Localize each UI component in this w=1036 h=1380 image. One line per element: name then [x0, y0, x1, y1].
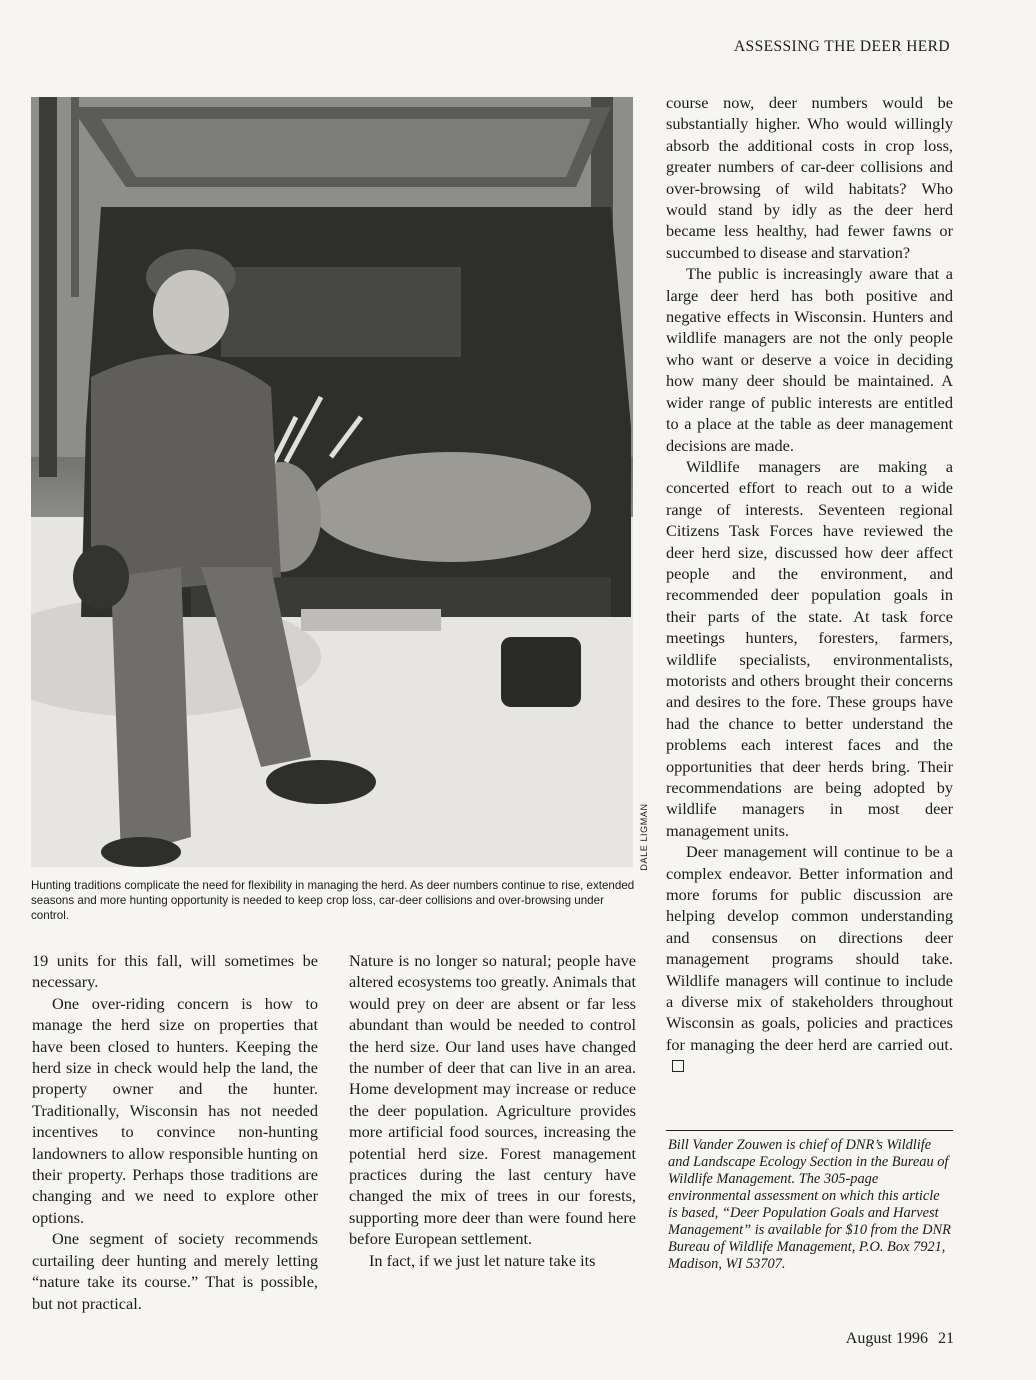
photo-caption: Hunting traditions complicate the need for flexibility in managing the herd. As deer numbers continue to rise, extended seasons and more hunting opportunity is needed to keep crop loss, car-deer collisions and over-browsing under control. — [31, 879, 635, 923]
paragraph: Wildlife managers are making a concerted effort to reach out to a wide range of interests. Seventeen regional Citizens Task Forces have reviewed the deer herd size, discussed how deer affect people and the environment, and recommended deer population goals in their parts of the state. At task force meetings hunters, foresters, farmers, wildlife specialists, environmentalists, motorists and others brought their concerns and desires to the fore. These groups have had the chance to better understand the problems each interest faces and the opportunities that deer herds bring. Their recommendations are being adopted by wildlife managers in most deer management units. — [666, 456, 953, 840]
paragraph: One segment of society recommends curtailing deer hunting and merely letting “nature take its course.” That is possible, but not practical. — [32, 1229, 318, 1313]
final-paragraph-text: Deer management will continue to be a complex endeavor. Better information and more forums for public discussion are helping develop common understanding and consensus on directions deer management programs should take. Wildlife managers will continue to include a diverse mix of stakeholders throughout Wisconsin as goals, policies and practices for managing the deer herd are carried out. — [666, 842, 953, 1054]
page-number: 21 — [938, 1330, 954, 1347]
article-photo — [31, 97, 633, 867]
text-column-2 — [349, 950, 636, 1271]
paragraph: The public is increasingly aware that a large deer herd has both positive and negative effects in Wisconsin. Hunters and wildlife managers are not the only people who want or deserve a voice in deciding how many deer should be maintained. A wider range of public interests are entitled to a place at the table as deer management decisions are made. — [666, 264, 953, 455]
paragraph: 19 units for this fall, will sometimes be necessary. — [32, 951, 318, 992]
running-title: ASSESSING THE DEER HERD — [733, 38, 950, 55]
photo-illustration — [31, 97, 633, 867]
paragraph: In fact, if we just let nature take its — [369, 1250, 596, 1270]
paragraph: course now, deer numbers would be substantially higher. Who would willingly absorb the additional costs in crop loss, greater numbers of car-deer collisions and over-browsing of wild habitats? Who would stand by idly as the deer herd became less healthy, had fewer fawns or succumbed to disease and starvation? — [666, 93, 953, 262]
end-mark-icon — [672, 1060, 684, 1072]
issue-date: August 1996 — [845, 1330, 928, 1347]
author-bio: Bill Vander Zouwen is chief of DNR’s Wildlife and Landscape Ecology Section in the Bureau of Wildlife Management. The 305-page environmental assessment on which this article is based, “Deer Population Goals and Harvest Management” is available for $10 from the DNR Bureau of Wildlife Management, P.O. Box 7921, Madison, WI 53707. — [668, 1137, 951, 1272]
paragraph: One over-riding concern is how to manage the herd size on properties that have been closed to hunters. Keeping the herd size in check would help the land, the property owner and the hunter. Traditionally, Wisconsin has not needed incentives to convince non-hunting landowners to allow responsible hunting on their property. Perhaps those traditions are changing and we need to explore other options. — [32, 993, 318, 1227]
paragraph: Nature is no longer so natural; people have altered ecosystems too greatly. Animals that would prey on deer are absent or far less abundant than would be needed to control the herd size. Our land uses have changed the number of deer that can live in an area. Home development may increase or reduce the deer population. Agriculture provides more artificial food sources, increasing the potential herd size. Forest management practices during the last century have changed the mix of trees in our forests, supporting more deer than were found here before European settlement. — [349, 951, 636, 1249]
text-column-3 — [666, 92, 953, 1077]
paragraph — [666, 841, 953, 1076]
photo-credit: DALE LIGMAN — [639, 803, 649, 871]
page-footer — [846, 1330, 954, 1348]
text-column-1 — [32, 950, 318, 1314]
bio-divider — [666, 1130, 953, 1131]
